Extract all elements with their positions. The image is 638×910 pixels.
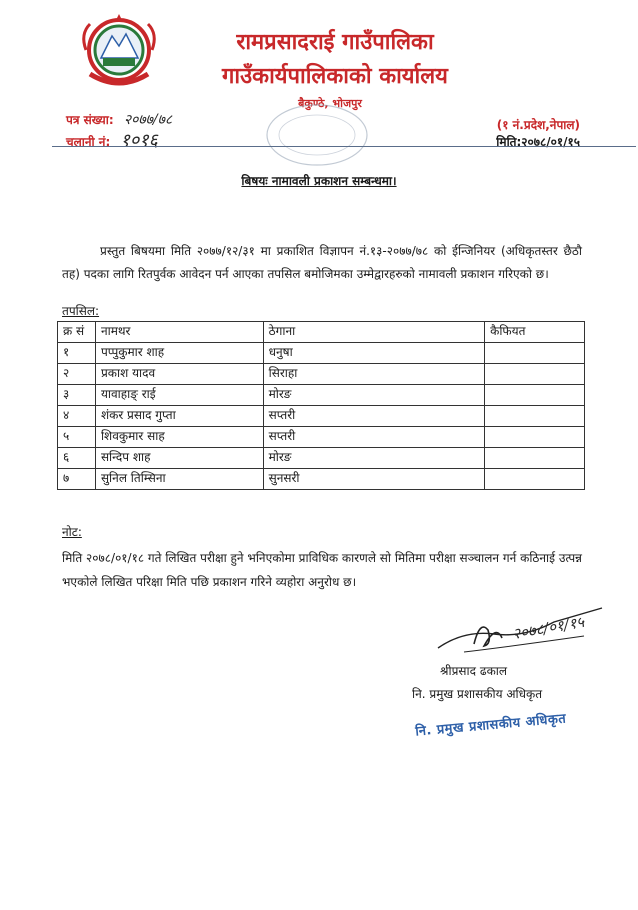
nepal-emblem-logo	[76, 12, 162, 90]
tapsil-label: तपसिल:	[62, 304, 100, 318]
header-address: ठेगाना	[263, 322, 485, 343]
signature-date: २०७८/०१/१५	[510, 612, 586, 644]
office-address: बैकुण्ठे, भोजपुर	[298, 97, 362, 110]
row-address: धनुषा	[263, 343, 485, 364]
header-remarks: कैफियत	[485, 322, 585, 343]
office-stamp-icon	[262, 100, 372, 170]
subject-text: बिषयः नामावली प्रकाशन सम्बन्धमा।	[241, 174, 397, 188]
table-row	[58, 469, 585, 490]
row-address: मोरङ	[263, 385, 485, 406]
row-serial: ४	[58, 406, 96, 427]
row-remarks	[485, 343, 585, 364]
office-name: गाउँकार्यपालिकाको कार्यालय	[222, 64, 448, 89]
row-serial: ५	[58, 427, 96, 448]
patra-value: २०७७/७८	[123, 112, 173, 128]
row-name: सुनिल तिम्सिना	[95, 469, 263, 490]
row-name: पप्पुकुमार शाह	[95, 343, 263, 364]
row-serial: ७	[58, 469, 96, 490]
municipality-name: रामप्रसादराई गाउँपालिका	[236, 30, 434, 55]
row-address: सुनसरी	[263, 469, 485, 490]
province-label: (१ नं.प्रदेश,नेपाल)	[496, 118, 580, 132]
table-header-row	[58, 322, 585, 343]
official-stamp: नि. प्रमुख प्रशासकीय अधिकृत	[414, 711, 567, 740]
row-remarks	[485, 364, 585, 385]
row-serial: ३	[58, 385, 96, 406]
chalani-value: १०१६	[120, 130, 158, 151]
row-serial: १	[58, 343, 96, 364]
row-name: प्रकाश यादव	[95, 364, 263, 385]
row-serial: ६	[58, 448, 96, 469]
row-address: मोरङ	[263, 448, 485, 469]
note-text: मिति २०७८/०१/१८ गते लिखित परीक्षा हुने भनिएकोमा प्राविधिक कारणले सो मितिमा परीक्षा सञ्चालन गर्न कठिनाई उत्पन्न भएकोले लिखित परिक्षा मिति पछि प्रकाशन गरिने व्यहोरा अनुरोध छ।	[62, 551, 582, 589]
table-row	[58, 385, 585, 406]
table-row	[58, 364, 585, 385]
signer-name: श्रीप्रसाद ढकाल	[440, 664, 508, 678]
row-remarks	[485, 427, 585, 448]
row-remarks	[485, 406, 585, 427]
table-row	[58, 448, 585, 469]
body-paragraph	[62, 240, 582, 286]
body-text: प्रस्तुत बिषयमा मिति २०७७/१२/३१ मा प्रकाशित विज्ञापन नं.१३-२०७७/७८ को ईन्जिनियर (अधिकृतस्तर छैठौ तह) पदका लागि रितपुर्वक आवेदन पर्न आएका तपसिल बमोजिमका उम्मेद्वारहरुको नामावली प्रकाशन गरिएको छ।	[62, 244, 582, 281]
patra-sankhya	[66, 110, 172, 129]
row-name: शंकर प्रसाद गुप्ता	[95, 406, 263, 427]
subject-line	[0, 172, 638, 189]
row-address: सिराहा	[263, 364, 485, 385]
table-row	[58, 427, 585, 448]
row-address: सप्तरी	[263, 427, 485, 448]
row-name: सन्दिप शाह	[95, 448, 263, 469]
row-address: सप्तरी	[263, 406, 485, 427]
chalani-label: चलानी नं:	[66, 135, 111, 149]
table-row	[58, 406, 585, 427]
row-remarks	[485, 469, 585, 490]
row-name: शिवकुमार साह	[95, 427, 263, 448]
row-remarks	[485, 385, 585, 406]
row-remarks	[485, 448, 585, 469]
candidate-table	[57, 321, 585, 490]
chalani-number	[66, 128, 158, 152]
header-name: नामथर	[95, 322, 263, 343]
letter-date: मिति:२०७८/०१/१५	[496, 135, 580, 149]
signer-title: नि. प्रमुख प्रशासकीय अधिकृत	[412, 687, 543, 701]
row-name: यावाहाङ् राई	[95, 385, 263, 406]
header-serial: क्र सं	[58, 322, 96, 343]
patra-label: पत्र संख्या:	[66, 113, 114, 127]
table-row	[58, 343, 585, 364]
row-serial: २	[58, 364, 96, 385]
header-divider	[52, 146, 636, 147]
note-label: नोट:	[62, 525, 82, 539]
